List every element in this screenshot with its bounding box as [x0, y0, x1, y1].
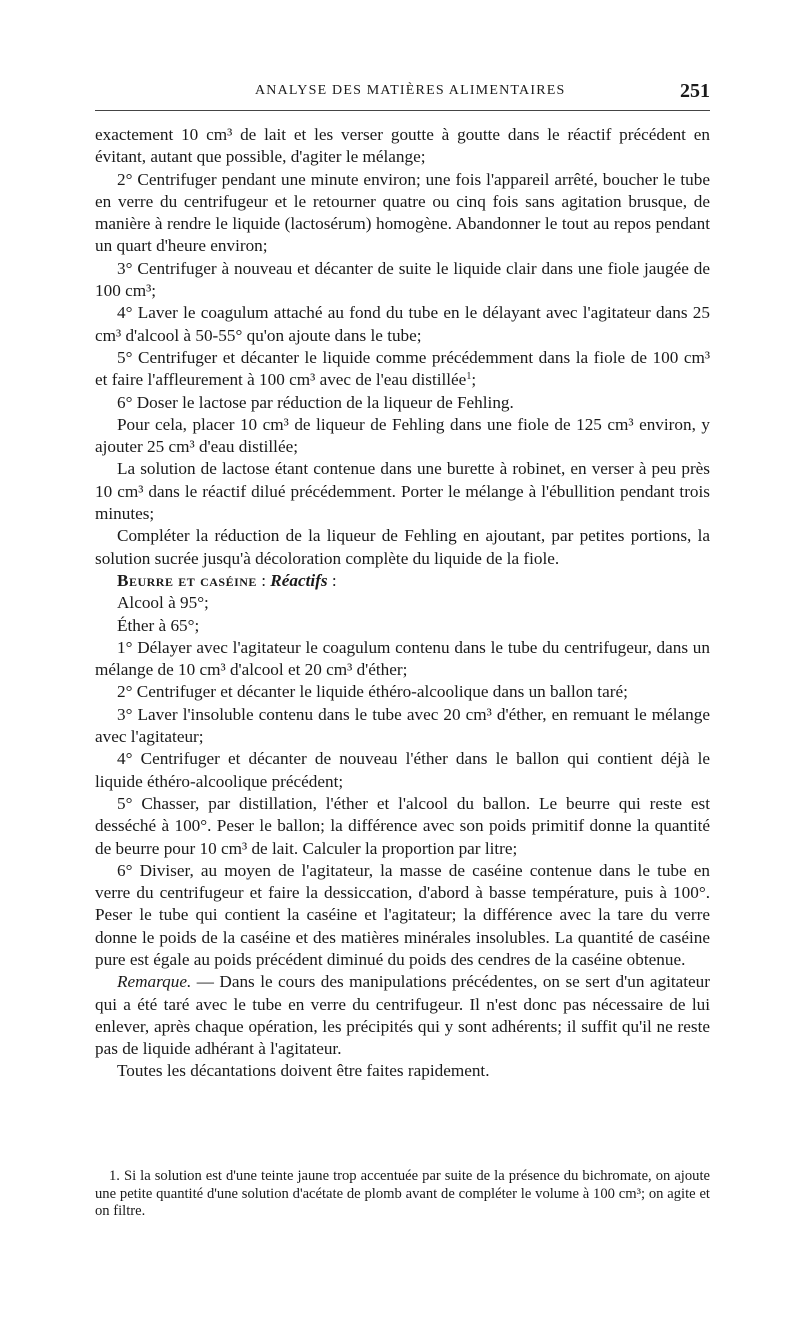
paragraph: 3° Centrifuger à nouveau et décanter de suite le liquide clair dans une fiole jaugée de 100 cm³; [95, 258, 710, 301]
paragraph: 2° Centrifuger et décanter le liquide éthéro-alcoolique dans un ballon taré; [117, 682, 628, 702]
section-heading [95, 570, 710, 592]
paragraph: 1° Délayer avec l'agitateur le coagulum contenu dans le tube du centrifugeur, dans un mélange de 10 cm³ d'alcool et 20 cm³ d'éther; [95, 637, 710, 680]
paragraph: Toutes les décantations doivent être faites rapidement. [117, 1061, 490, 1081]
paragraph-tail: ; [471, 370, 477, 390]
remark-dash: — [191, 972, 220, 992]
paragraph: 4° Laver le coagulum attaché au fond du tube en le délayant avec l'agitateur dans 25 cm³ d'alcool à 50-55° qu'on ajoute dans le tube; [95, 303, 710, 345]
paragraph: Compléter la réduction de la liqueur de Fehling en ajoutant, par petites portions, la solution sucrée jusqu'à décoloration complète du liquide de la fiole. [95, 526, 710, 568]
paragraph: Éther à 65°; [117, 615, 200, 635]
paragraph: 6° Doser le lactose par réduction de la liqueur de Fehling. [117, 392, 514, 412]
section-title: Beurre et caséine [117, 570, 257, 590]
paragraph: 5° Chasser, par distillation, l'éther et l'alcool du ballon. Le beurre qui reste est desséché à 100°. Peser le ballon; la différence avec son poids primitif donne la quantité de beurre pour 10 cm³ de lait. Calculer la proportion par litre; [95, 793, 710, 858]
footnote-body: Si la solution est d'une teinte jaune trop accentuée par suite de la présence du bichromate, on ajoute une petite quantité d'une solution d'acétate de plomb avant de compléter le volume à 100 cm³; on agite et on filtre. [95, 1168, 710, 1219]
header-rule [95, 110, 710, 111]
running-title: ANALYSE DES MATIÈRES ALIMENTAIRES [255, 83, 566, 98]
paragraph-text: 5° Centrifuger et décanter le liquide comme précédemment dans la fiole de 100 cm³ et faire l'affleurement à 100 cm³ avec de l'eau distillée [95, 347, 710, 390]
paragraph: 3° Laver l'insoluble contenu dans le tube avec 20 cm³ d'éther, en remuant le mélange avec l'agitateur; [95, 704, 710, 747]
section-colon: : [327, 570, 337, 590]
footnote-reference: 1 [466, 371, 472, 383]
footnote-number: 1. [109, 1168, 120, 1184]
remark-label: Remarque. [117, 972, 192, 992]
paragraph: Alcool à 95°; [117, 593, 209, 613]
remark-text: Dans le cours des manipulations précédentes, on se sert d'un agitateur qui a été taré avec le tube en verre du centrifugeur. Il n'est donc pas nécessaire de lui enlever, après chaque opération, les précipités qui y sont adhérents; il suffit qu'il ne reste pas de liquide adhérant à l'agitateur. [95, 972, 710, 1059]
page-header [95, 80, 710, 104]
paragraph [95, 347, 710, 392]
paragraph: 2° Centrifuger pendant une minute environ; une fois l'appareil arrêté, boucher le tube en verre du centrifugeur et le retourner quatre ou cinq fois sans agitation brusque, de manière à rendre le liquide (lactosérum) homogène. Abandonner le tout au repos pendant un quart d'heure environ; [95, 169, 710, 256]
paragraph: La solution de lactose étant contenue dans une burette à robinet, en verser à peu près 10 cm³ dans le réactif dilué précédemment. Porter le mélange à l'ébullition pendant trois minutes; [95, 459, 710, 524]
footnote-text [95, 1168, 710, 1221]
remark-paragraph [95, 971, 710, 1060]
body-text [95, 124, 710, 1083]
paragraph: 4° Centrifuger et décanter de nouveau l'éther dans le ballon qui contient déjà le liquide éthéro-alcoolique précédent; [95, 749, 710, 791]
section-subtitle: Réactifs [270, 570, 328, 590]
footnote [95, 1168, 710, 1221]
section-separator: : [256, 570, 271, 590]
paragraph: 6° Diviser, au moyen de l'agitateur, la masse de caséine contenue dans le tube en verre du centrifugeur et faire la dessiccation, d'abord à basse température, puis à 100°. Peser le tube qui contient la caséine et l'agitateur; la différence avec la tare du verre donne le poids de la caséine et des matières minérales insolubles. La quantité de caséine pure est égale au poids précédent diminué du poids des cendres de la caséine obtenue. [95, 860, 710, 969]
paragraph: Pour cela, placer 10 cm³ de liqueur de Fehling dans une fiole de 125 cm³ environ, y ajouter 25 cm³ d'eau distillée; [95, 414, 710, 457]
paragraph: exactement 10 cm³ de lait et les verser goutte à goutte dans le réactif précédent en évitant, autant que possible, d'agiter le mélange; [95, 125, 710, 167]
page-number: 251 [680, 80, 710, 102]
